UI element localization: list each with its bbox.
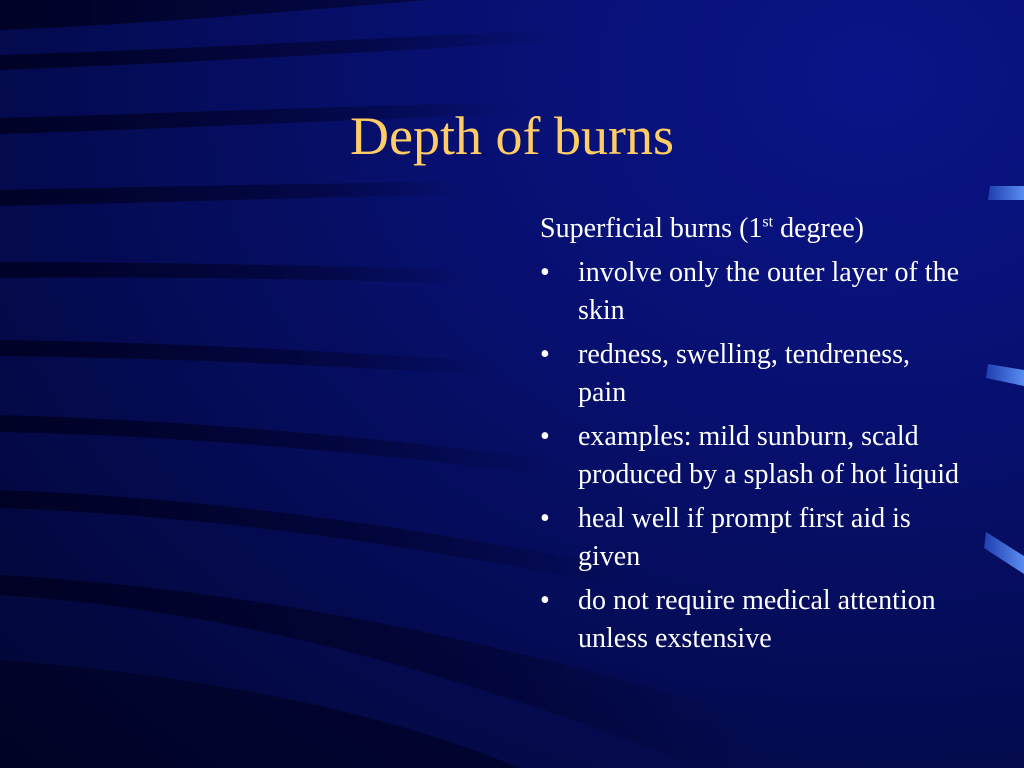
bullet-icon: • — [540, 421, 550, 452]
intro-suffix: degree) — [773, 213, 864, 244]
content-body — [540, 210, 960, 664]
intro-text: Superficial burns (1 — [540, 213, 763, 244]
slide-title: Depth of burns — [350, 106, 674, 166]
list-item — [540, 254, 960, 330]
list-item — [540, 500, 960, 576]
list-item — [540, 418, 960, 494]
list-item — [540, 582, 960, 658]
bullet-icon: • — [540, 339, 550, 370]
bullet-icon: • — [540, 503, 550, 534]
bullet-icon: • — [540, 257, 550, 288]
bullet-list — [540, 254, 960, 658]
list-item — [540, 336, 960, 412]
intro-heading — [540, 210, 960, 248]
bullet-text: redness, swelling, tendreness, pain — [578, 339, 911, 408]
bullet-text: examples: mild sunburn, scald produced by a splash of hot liquid — [578, 421, 960, 490]
bullet-text: do not require medical attention unless exstensive — [578, 585, 936, 654]
intro-superscript: st — [762, 213, 774, 231]
bullet-icon: • — [540, 585, 550, 616]
bullet-text: involve only the outer layer of the skin — [578, 257, 959, 326]
bullet-text: heal well if prompt first aid is given — [578, 503, 911, 572]
